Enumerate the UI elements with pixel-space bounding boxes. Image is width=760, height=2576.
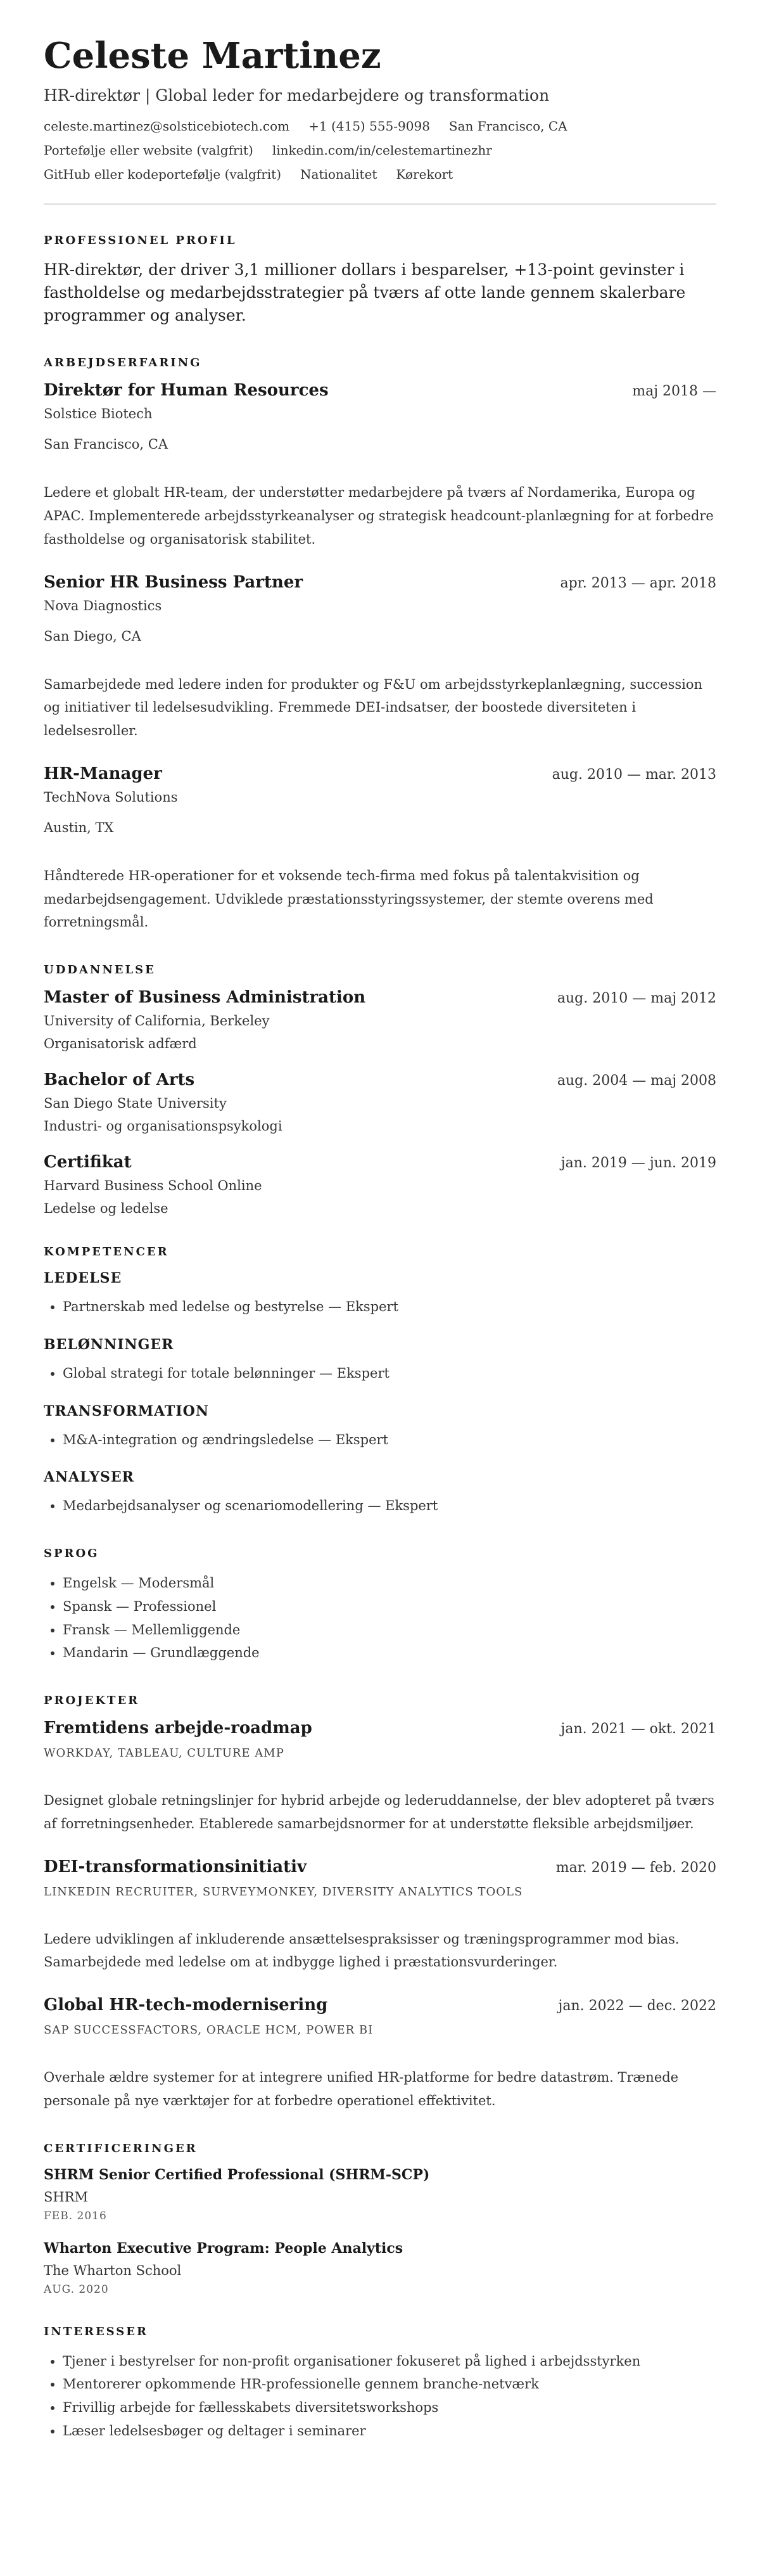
section-title-certifications: CERTIFICERINGER [44,2141,198,2155]
education-school: San Diego State University [44,1096,227,1112]
experience-date: aug. 2010 — mar. 2013 [552,766,716,783]
experience-entry [44,573,716,743]
contact-nationality: Nationalitet [300,166,377,182]
experience-company: Solstice Biotech [44,406,153,422]
experience-location: San Francisco, CA [44,437,168,452]
certification-issuer: The Wharton School [44,2262,182,2278]
certification-issuer: SHRM [44,2189,89,2205]
project-description: Overhale ældre systemer for at integrere unified HR-platforme for bedre datastrøm. Trænede personale på nye værktøjer for at forbedre operationel effektivitet. [44,2070,679,2108]
profile-section [44,234,716,328]
skill-category: LEDELSE [44,1270,122,1287]
language-list [44,1572,716,1665]
project-entry [44,1857,716,1975]
experience-role: HR-Manager [44,764,162,783]
contact-row-3 [44,167,716,182]
contact-email[interactable]: celeste.martinez@solsticebiotech.com [44,118,290,134]
experience-description: Samarbejdede med ledere inden for produkter og F&U om arbejdsstyrkeplanlægning, succession og initiativer til ledelsesudvikling. Fremmede DEI-indsatser, der boostede diversiteten i ledelsesroller. [44,676,703,739]
section-title-profile: PROFESSIONEL PROFIL [44,233,237,247]
skill-item: • Partnerskab med ledelse og bestyrelse — Ekspert [63,1295,716,1319]
experience-company: TechNova Solutions [44,789,178,805]
skill-list [44,1428,716,1452]
education-field: Organisatorisk adfærd [44,1036,197,1052]
section-title-projects: PROJEKTER [44,1694,140,1708]
experience-location: San Diego, CA [44,628,141,644]
projects-section [44,1694,716,2113]
project-name: Global HR-tech-modernisering [44,1996,328,2015]
experience-date: maj 2018 — [632,383,716,400]
interest-item: • Frivillig arbejde for fællesskabets diversitetsworkshops [63,2396,716,2419]
skill-item: • Global strategi for totale belønninger — Ekspert [63,1362,716,1385]
candidate-headline: HR-direktør | Global leder for medarbejdere og transformation [44,86,550,105]
skill-list [44,1494,716,1518]
education-section [44,963,716,1216]
experience-role: Direktør for Human Resources [44,381,329,400]
skill-item: • M&A-integration og ændringsledelse — Ekspert [63,1428,716,1452]
project-date: jan. 2022 — dec. 2022 [558,1998,716,2015]
skills-section [44,1245,716,1518]
project-description: Ledere udviklingen af inkluderende ansættelsespraksisser og træningsprogrammer mod bias. Samarbejdede med ledelse om at indbygge lighed i præstationsvurderinger. [44,1931,680,1970]
section-title-skills: KOMPETENCER [44,1245,169,1259]
education-date: aug. 2004 — maj 2008 [557,1073,716,1089]
interest-list [44,2350,716,2443]
section-title-education: UDDANNELSE [44,963,156,977]
language-item: • Engelsk — Modersmål [63,1572,716,1595]
header-divider [44,203,716,205]
education-entry [44,1070,716,1134]
experience-date: apr. 2013 — apr. 2018 [560,575,716,591]
contact-location: San Francisco, CA [448,118,567,134]
skill-list [44,1295,716,1319]
profile-text: HR-direktør, der driver 3,1 millioner dollars i besparelser, +13-point gevinster i fastholdelse og medarbejdsstrategier på tværs af otte lande gennem skalerbare programmer og analyser. [44,260,686,325]
interest-item: • Mentorerer opkommende HR-professionelle gennem branche-netværk [63,2373,716,2396]
interests-section [44,2325,716,2443]
education-field: Industri- og organisationspsykologi [44,1118,282,1134]
skill-item: • Medarbejdsanalyser og scenariomodellering — Ekspert [63,1494,716,1518]
certifications-section [44,2142,716,2296]
skill-category: BELØNNINGER [44,1336,174,1353]
contact-row-1 [44,119,716,134]
experience-entry [44,381,716,551]
project-tech: LINKEDIN RECRUITER, SURVEYMONKEY, DIVERSITY ANALYTICS TOOLS [44,1885,523,1899]
certification-name: SHRM Senior Certified Professional (SHRM-SCP) [44,2166,430,2183]
certification-entry [44,2240,716,2296]
certification-name: Wharton Executive Program: People Analytics [44,2240,403,2257]
certification-date: AUG. 2020 [44,2283,109,2296]
project-name: Fremtidens arbejde-roadmap [44,1719,312,1738]
education-date: jan. 2019 — jun. 2019 [560,1155,716,1172]
project-date: jan. 2021 — okt. 2021 [560,1721,716,1738]
experience-section [44,356,716,934]
experience-description: Ledere et globalt HR-team, der understøtter medarbejdere på tværs af Nordamerika, Europa og APAC. Implementerede arbejdsstyrkeanalyser og strategisk headcount-planlægning for at forbedre fastholdelse og organisatorisk stabilitet. [44,485,714,547]
language-item: • Fransk — Mellemliggende [63,1618,716,1642]
section-title-languages: SPROG [44,1547,99,1561]
contact-portfolio[interactable]: Portefølje eller website (valgfrit) [44,142,253,158]
section-title-interests: INTERESSER [44,2324,148,2338]
project-entry [44,1719,716,1836]
education-entry [44,988,716,1051]
section-title-experience: ARBEJDSERFARING [44,356,202,370]
contact-github[interactable]: GitHub eller kodeportefølje (valgfrit) [44,166,282,182]
project-entry [44,1996,716,2113]
contact-row-2 [44,143,716,158]
languages-section [44,1547,716,1665]
experience-role: Senior HR Business Partner [44,572,303,592]
project-tech: SAP SUCCESSFACTORS, ORACLE HCM, POWER BI [44,2023,374,2037]
experience-description: Håndterede HR-operationer for et voksende tech-firma med fokus på talentakvisition og medarbejdsengagement. Udviklede præstationsstyringssystemer, der stemte overens med forretningsmål. [44,868,654,930]
interest-item: • Tjener i bestyrelser for non-profit organisationer fokuseret på lighed i arbejdsstyrken [63,2350,716,2373]
experience-company: Nova Diagnostics [44,598,162,613]
certification-date: FEB. 2016 [44,2209,107,2222]
candidate-name: Celeste Martinez [44,35,381,77]
education-entry [44,1153,716,1216]
education-degree: Bachelor of Arts [44,1070,195,1090]
contact-drivers-license: Kørekort [396,166,453,182]
education-degree: Certifikat [44,1153,132,1172]
education-school: Harvard Business School Online [44,1178,262,1194]
education-degree: Master of Business Administration [44,988,366,1008]
education-date: aug. 2010 — maj 2012 [557,990,716,1007]
contact-phone[interactable]: +1 (415) 555-9098 [308,118,430,134]
contact-linkedin[interactable]: linkedin.com/in/celestemartinezhr [272,142,492,158]
project-date: mar. 2019 — feb. 2020 [555,1859,716,1876]
skill-category: ANALYSER [44,1469,134,1486]
project-description: Designet globale retningslinjer for hybrid arbejde og lederuddannelse, der blev adopteret på tværs af forretningsenheder. Etablerede samarbejdsnormer for at understøtte fleksible arbejdsmiljøer. [44,1793,714,1831]
experience-entry [44,764,716,934]
skill-list [44,1362,716,1385]
resume-header [44,37,716,182]
skill-category: TRANSFORMATION [44,1402,209,1419]
project-tech: WORKDAY, TABLEAU, CULTURE AMP [44,1746,284,1760]
certification-entry [44,2167,716,2222]
project-name: DEI-transformationsinitiativ [44,1857,307,1876]
experience-location: Austin, TX [44,819,114,835]
interest-item: • Læser ledelsesbøger og deltager i seminarer [63,2419,716,2443]
language-item: • Spansk — Professionel [63,1595,716,1618]
education-field: Ledelse og ledelse [44,1201,168,1217]
education-school: University of California, Berkeley [44,1013,270,1029]
language-item: • Mandarin — Grundlæggende [63,1641,716,1665]
